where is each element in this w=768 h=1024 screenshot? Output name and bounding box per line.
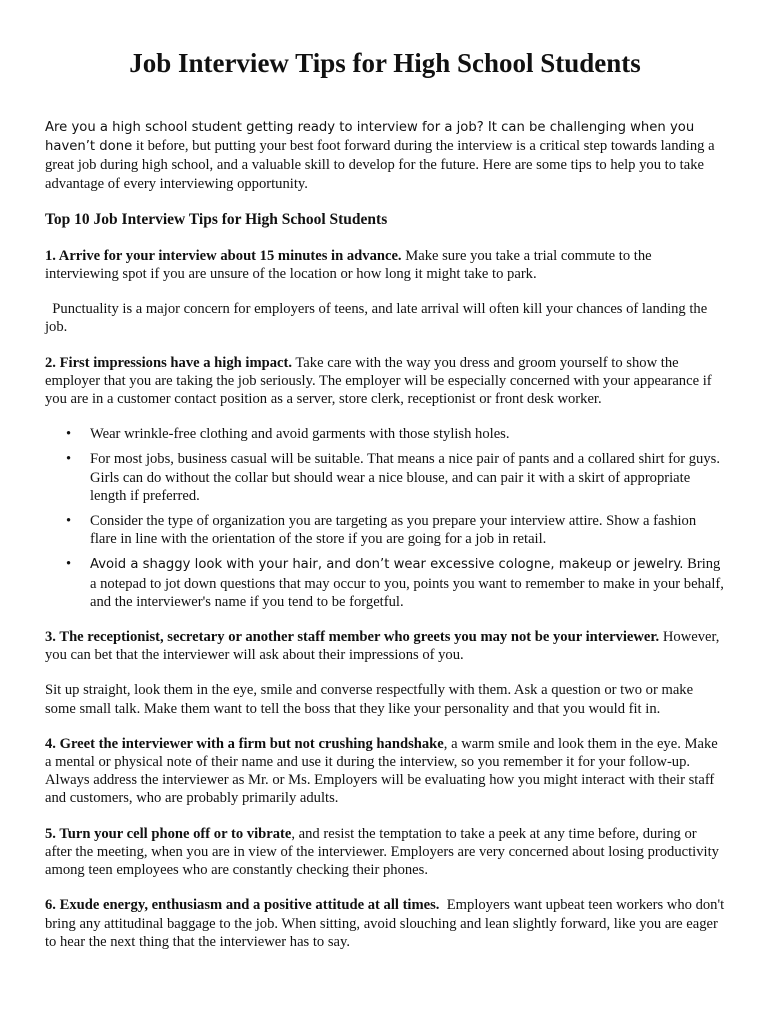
tip-2-paragraph <box>45 354 725 409</box>
list-item-text: Consider the type of organization you are targeting as you prepare your interview attire. Show a fashion flare in line with the orientation of the store if you are going for a job in retail. <box>90 513 697 548</box>
tip-4-text: , a warm smile and look them in the eye. Make a mental or physical note of their name and use it during the interview, so you remember it for your follow-up. Always address the interviewer as Mr. or Ms. Employers will be evaluating how you might interact with their staff and customers, who are probably primarily adults. <box>45 735 718 807</box>
intro-text-sans: Are you a high school student getting ready to interview for a job? It can be challenging when you haven’t done <box>45 120 695 155</box>
tip-5-heading: 5. Turn your cell phone off or to vibrate <box>45 825 292 842</box>
list-item <box>66 450 725 505</box>
list-item-text: Bring a notepad to jot down questions that may occur to you, points you want to remember to make in your behalf, and the interviewer's name if you tend to be forgetful. <box>90 556 724 610</box>
list-item <box>66 512 725 548</box>
list-item-text-sans: Avoid a shaggy look with your hair, and don’t wear excessive cologne, makeup or jewelry. <box>90 557 684 573</box>
bullet-icon: • <box>66 513 72 530</box>
list-item <box>66 555 725 611</box>
tip-3-paragraph <box>45 628 725 664</box>
list-item <box>66 425 725 443</box>
tip-6-heading: 6. Exude energy, enthusiasm and a positive attitude at all times. <box>45 897 440 914</box>
tip-1-paragraph <box>45 247 725 283</box>
tip-4-heading: 4. Greet the interviewer with a firm but not crushing handshake <box>45 735 444 752</box>
tip-5-text: , and resist the temptation to take a peek at any time before, during or after the meeting, when you are in view of the interviewer. Employers are very concerned about losing productivity among teen employees who are constantly checking their phones. <box>45 825 719 879</box>
intro-paragraph <box>45 118 725 193</box>
bullet-icon: • <box>66 556 72 573</box>
document-body <box>45 118 728 968</box>
tip-1-extra-paragraph: Punctuality is a major concern for employers of teens, and late arrival will often kill your chances of landing the job. <box>45 301 711 336</box>
tip-6-text: Employers want upbeat teen workers who don't bring any attitudinal baggage to the job. When sitting, avoid slouching and lean slightly forward, like you are eager to hear the next thing that the interviewer has to say. <box>45 897 728 950</box>
attire-bullet-list <box>45 425 725 611</box>
tip-6-paragraph <box>45 896 728 951</box>
tip-2-heading: 2. First impressions have a high impact. <box>45 354 293 371</box>
tip-4-paragraph <box>45 735 725 808</box>
intro-text: it before, but putting your best foot forward during the interview is a critical step towards landing a great job during high school, and a valuable skill to develop for the future. Here are some tips to help you to take advantage of every interviewing opportunity. <box>45 138 715 192</box>
tip-1-text: Make sure you take a trial commute to the interviewing spot if you are unsure of the location or how long it might take to park. <box>45 247 652 283</box>
bullet-icon: • <box>66 451 72 468</box>
tip-1-heading: 1. Arrive for your interview about 15 minutes in advance. <box>45 247 402 264</box>
list-item-text: Wear wrinkle-free clothing and avoid garments with those stylish holes. <box>90 426 510 443</box>
tip-3-text: However, you can bet that the interviewer will ask about their impressions of you. <box>45 629 720 664</box>
tip-5-paragraph <box>45 825 725 880</box>
tip-3-extra-paragraph: Sit up straight, look them in the eye, smile and converse respectfully with them. Ask a question or two or make some small talk. Make them want to tell the boss that they like your personality and that you would fit in. <box>45 682 694 717</box>
section-heading: Top 10 Job Interview Tips for High School Students <box>45 210 388 228</box>
tip-2-text: Take care with the way you dress and groom yourself to show the employer that you are taking the job seriously. The employer will be especially concerned with your appearance if you are in a customer contact position as a server, store clerk, receptionist or front desk worker. <box>45 354 712 408</box>
bullet-icon: • <box>66 426 72 443</box>
list-item-text: For most jobs, business casual will be suitable. That means a nice pair of pants and a collared shirt for guys. Girls can do without the collar but should wear a nice blouse, and can pair it with a skirt of appropriate length if preferred. <box>90 451 720 504</box>
page-title: Job Interview Tips for High School Students <box>129 48 641 78</box>
tip-3-heading: 3. The receptionist, secretary or another staff member who greets you may not be your interviewer. <box>45 629 660 646</box>
